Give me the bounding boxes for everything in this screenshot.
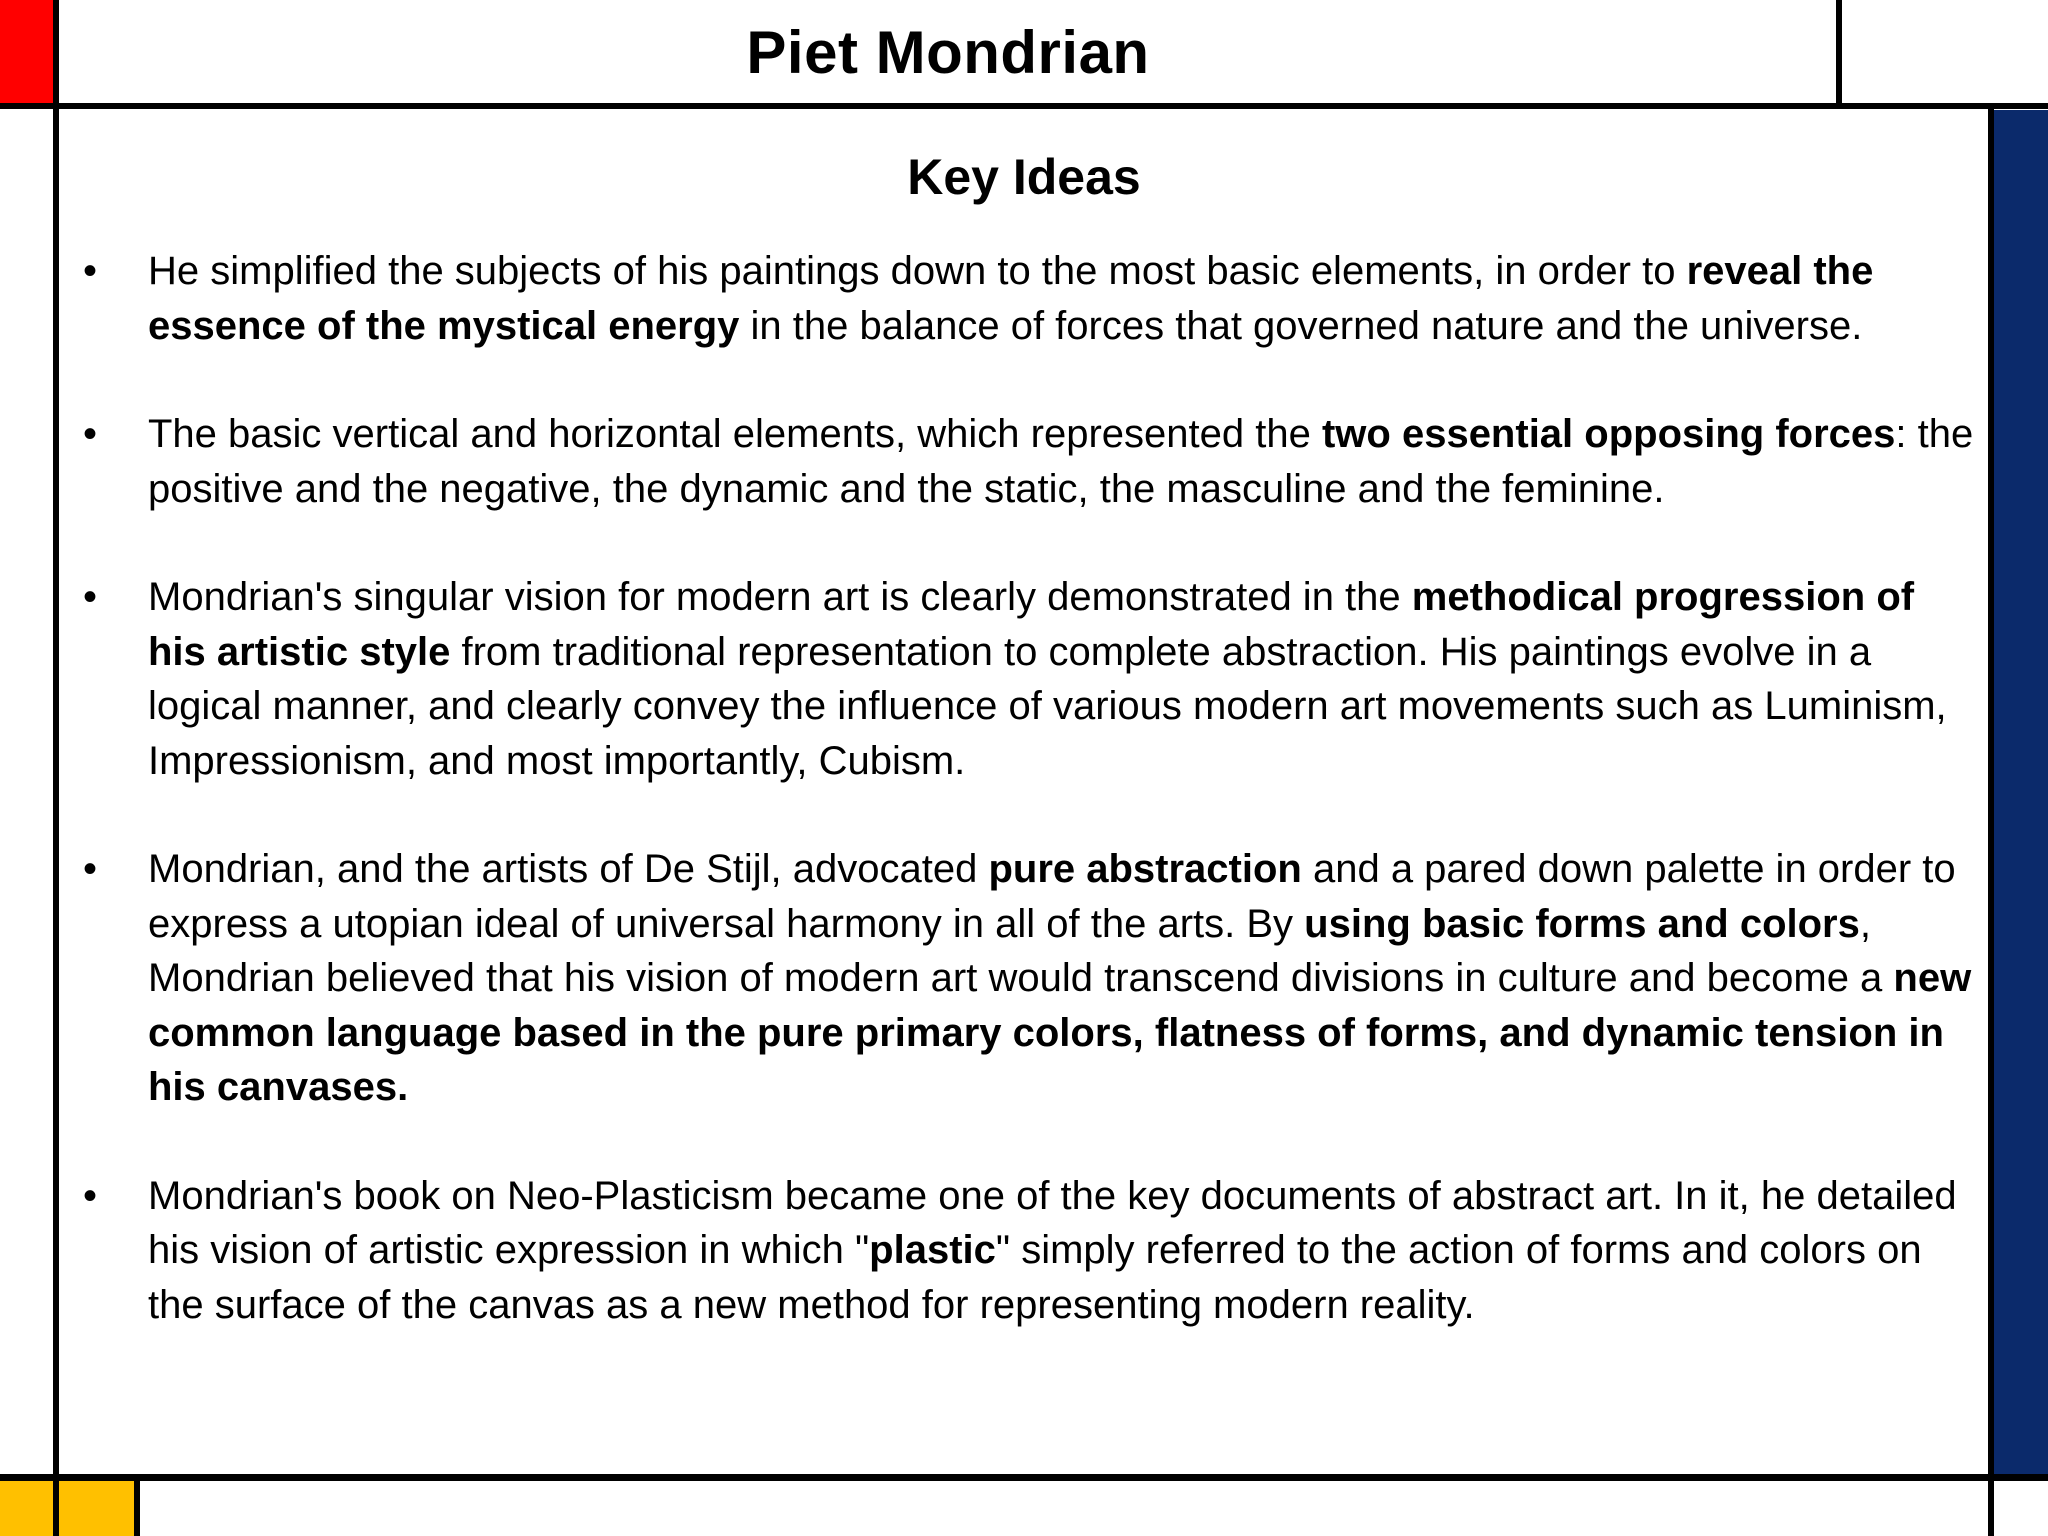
bullet-text [148, 249, 1873, 348]
bullet-item [80, 570, 1980, 788]
bullet-emphasis: plastic [869, 1228, 996, 1272]
blue-block [1994, 110, 2048, 1474]
bullet-run: : the positive and the negative, the dynamic and the static, the masculine and the feminine. [148, 412, 1974, 511]
bullet-run: in the balance of forces that governed nature and the universe. [739, 303, 1863, 348]
bullet-item [80, 1169, 1980, 1333]
bullet-run: and a pared down palette in order to express a utopian ideal of universal harmony in all of the arts. By [148, 847, 1956, 946]
bullet-icon: • [82, 412, 97, 456]
bullet-text [148, 1174, 1957, 1327]
bullet-run: Mondrian's singular vision for modern art is clearly demonstrated in the [148, 575, 1412, 619]
bullet-icon: • [82, 847, 97, 891]
bullet-text [148, 575, 1947, 783]
bullet-run: The basic vertical and horizontal elements, which represented the [148, 412, 1322, 456]
bullet-emphasis: pure abstraction [988, 847, 1302, 891]
bullet-run: He simplified the subjects of his paintings down to the most basic elements, in order to [148, 249, 1687, 293]
red-block [0, 0, 54, 103]
right-vertical-line [1988, 106, 1994, 1536]
bullet-icon: • [82, 249, 97, 293]
slide-title: Piet Mondrian [746, 18, 1150, 86]
bottom-horizontal-line [0, 1474, 2048, 1481]
bullet-run: from traditional representation to complete abstraction. His paintings evolve in a logical manner, and clearly convey the influence of various modern art movements such as Luminism, Impressionism, and most importantly, Cubism. [148, 629, 1947, 783]
key-ideas-list [80, 244, 1980, 1386]
bottom-left-vertical-line [134, 1474, 140, 1536]
yellow-block [0, 1481, 134, 1536]
bullet-text [148, 412, 1973, 511]
left-vertical-line [53, 0, 59, 1536]
bullet-run: Mondrian, and the artists of De Stijl, advocated [148, 847, 989, 891]
bullet-item [80, 842, 1980, 1115]
bullet-item [80, 407, 1980, 516]
bullet-run: , Mondrian believed that his vision of modern art would transcend divisions in culture and become a [148, 901, 1894, 1000]
bullet-item [80, 244, 1980, 353]
bullet-icon: • [82, 575, 97, 619]
section-heading: Key Ideas [907, 149, 1141, 205]
bullet-emphasis: reveal the essence of the mystical energy [148, 249, 1874, 348]
bullet-emphasis: new common language based in the pure primary colors, flatness of forms, and dynamic tension in his canvases. [148, 956, 1972, 1109]
bullet-run: Mondrian's book on Neo-Plasticism became one of the key documents of abstract art. In it, he detailed his vision of artistic expression in which " [148, 1173, 1957, 1272]
bullet-run: " simply referred to the action of forms and colors on the surface of the canvas as a new method for representing modern reality. [148, 1228, 1922, 1327]
bullet-emphasis: two essential opposing forces [1321, 412, 1896, 456]
bullet-emphasis: using basic forms and colors [1304, 901, 1860, 946]
bullet-text [148, 847, 1971, 1109]
bullet-icon: • [82, 1173, 97, 1218]
bullet-emphasis: methodical progression of his artistic style [148, 575, 1915, 674]
